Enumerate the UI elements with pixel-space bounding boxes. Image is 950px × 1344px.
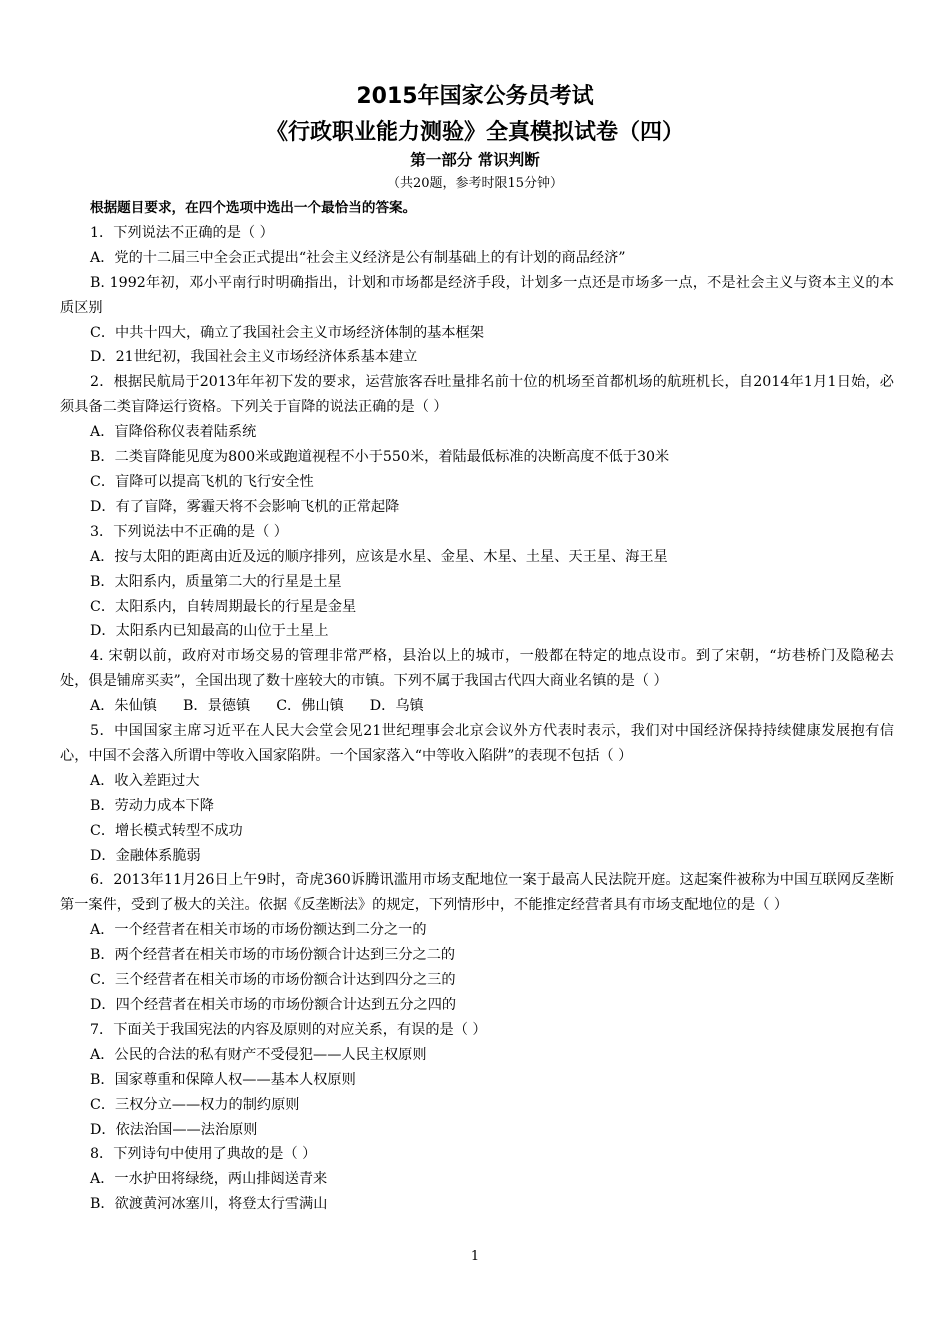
instruction-text: 根据题目要求，在四个选项中选出一个最恰当的答案。 [90,200,417,216]
question-stem-3: 3．下列说法中不正确的是（ ） [90,523,288,540]
page-number: 1 [470,1249,480,1264]
question-4-options [60,694,894,719]
question-6-option-a: A．一个经营者在相关市场的市场份额达到二分之一的 [90,922,427,939]
question-3-option-b: B．太阳系内，质量第二大的行星是土星 [90,573,342,590]
question-4-option-b: B．景德镇 [183,698,251,715]
exam-title: 2015年国家公务员考试 [356,84,594,109]
question-7-option-a: A．公民的合法的私有财产不受侵犯——人民主权原则 [90,1046,427,1063]
question-stem-6: 6．2013年11月26日上午9时，奇虎360诉腾讯滥用市场支配地位一案于最高人民法院开庭。这起案件被称为中国互联网反垄断第一案件，受到了极大的关注。依据《反垄断法》的规定，下列情形中，不能推定经营者具有市场支配地位的是（ ） [60,872,894,914]
question-3-option-c: C．太阳系内，自转周期最长的行星是金星 [90,598,357,615]
question-7-option-c: C．三权分立——权力的制约原则 [90,1096,300,1113]
question-1-option-c: C．中共十四大，确立了我国社会主义市场经济体制的基本框架 [90,324,484,341]
time-limit-note: （共20题，参考时限15分钟） [386,176,564,191]
question-4-option-d: D．乌镇 [369,698,424,715]
question-4-option-c: C．佛山镇 [276,698,344,715]
question-6-option-c: C．三个经营者在相关市场的市场份额合计达到四分之三的 [90,972,456,989]
question-7-option-d: D．依法治国——法治原则 [90,1121,258,1138]
question-8-option-b: B．欲渡黄河冰塞川，将登太行雪满山 [90,1196,328,1213]
question-8-option-a: A．一水护田将绿绕，两山排闼送青来 [90,1171,328,1188]
question-stem-8: 8．下列诗句中使用了典故的是（ ） [90,1146,317,1163]
question-3-option-a: A．按与太阳的距离由近及远的顺序排列，应该是水星、金星、木星、土星、天王星、海王星 [90,548,668,565]
question-3-option-d: D．太阳系内已知最高的山位于土星上 [90,623,329,640]
section-heading: 第一部分 常识判断 [410,151,540,169]
question-2-option-d: D．有了盲降，雾霾天将不会影响飞机的正常起降 [90,498,400,515]
question-1-option-d: D．21世纪初，我国社会主义市场经济体系基本建立 [90,349,418,366]
question-5-option-d: D．金融体系脆弱 [90,847,201,864]
question-stem-5: 5．中国国家主席习近平在人民大会堂会见21世纪理事会北京会议外方代表时表示，我们对中国经济保持持续健康发展抱有信心，中国不会落入所谓中等收入国家陷阱。一个国家落入“中等收入陷阱”的表现不包括（ ） [60,723,894,764]
question-content [60,196,894,1217]
question-4-option-a: A．朱仙镇 [90,698,157,715]
question-2-option-b: B．二类盲降能见度为800米或跑道视程不小于550米，着陆最低标准的决断高度不低于30米 [90,449,670,466]
question-stem-1: 1．下列说法不正确的是（ ） [90,224,274,241]
question-5-option-b: B．劳动力成本下降 [90,797,214,814]
question-2-option-a: A．盲降俗称仪表着陆系统 [90,424,257,441]
question-stem-2: 2．根据民航局于2013年年初下发的要求，运营旅客吞吐量排名前十位的机场至首都机场的航班机长，自2014年1月1日始，必须具备二类盲降运行资格。下列关于盲降的说法正确的是（ ） [60,374,894,416]
question-1-option-a: A．党的十二届三中全会正式提出“社会主义经济是公有制基础上的有计划的商品经济” [90,249,626,266]
question-1-option-b: B. 1992年初，邓小平南行时明确指出，计划和市场都是经济手段，计划多一点还是市场多一点，不是社会主义与资本主义的本质区别 [60,274,894,316]
question-7-option-b: B．国家尊重和保障人权——基本人权原则 [90,1071,356,1088]
question-6-option-b: B．两个经营者在相关市场的市场份额合计达到三分之二的 [90,947,456,964]
question-6-option-d: D．四个经营者在相关市场的市场份额合计达到五分之四的 [90,997,457,1013]
question-5-option-a: A．收入差距过大 [90,772,200,789]
question-stem-7: 7．下面关于我国宪法的内容及原则的对应关系，有误的是（ ） [90,1021,487,1038]
paper-title: 《行政职业能力测验》全真模拟试卷（四） [265,120,684,145]
question-5-option-c: C．增长模式转型不成功 [90,822,243,839]
question-2-option-c: C．盲降可以提高飞机的飞行安全性 [90,473,314,490]
question-stem-4: 4. 宋朝以前，政府对市场交易的管理非常严格，县治以上的城市，一般都在特定的地点设市。到了宋朝，“坊巷桥门及隐秘去处，俱是铺席买卖”，全国出现了数十座较大的市镇。下列不属于我国古代四大商业名镇的是（ ） [60,648,894,690]
